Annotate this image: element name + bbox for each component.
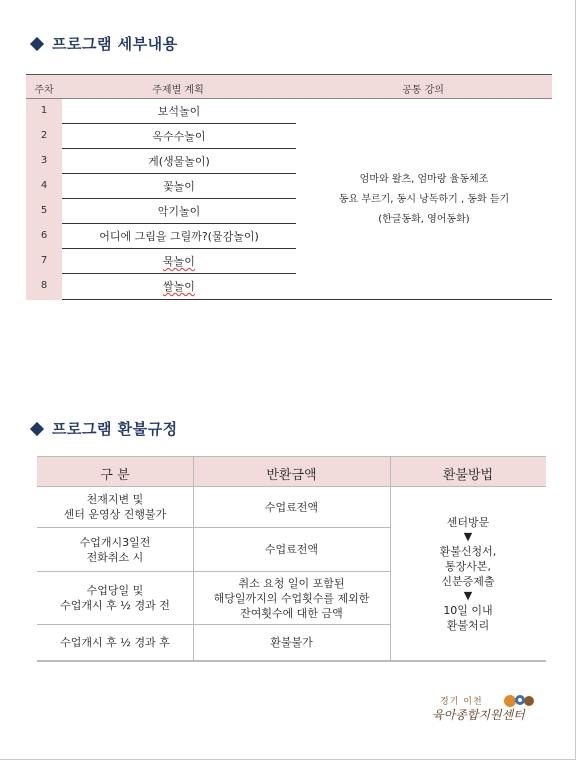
week-number: 5 [40,205,48,216]
amount-line: 해당일까지의 수업횟수를 제외한 [213,591,370,605]
table-row [37,572,390,625]
common-line: 동요 부르기, 동시 낭독하기 , 동화 듣기 [338,193,510,205]
plan-cell: 옥수수놀이 [152,130,206,143]
logo-mark-icon [502,692,536,710]
week-number: 2 [40,130,48,141]
plan-cell: 어디에 그림을 그릴까?(물감놀이) [99,230,259,243]
program-detail-table [26,74,552,300]
common-lecture-cell [296,99,552,300]
division-line: 천재지변 및 [86,493,144,506]
amount-line: 수업료전액 [264,543,319,556]
amount-cell [193,572,390,624]
table-row [37,487,390,528]
plan-cell: 쌀놀이 [163,280,195,293]
table-row [26,124,296,149]
refund-method-cell [390,487,546,660]
table-row [26,174,296,199]
down-arrow-icon: ▼ [463,588,473,602]
week-number: 4 [40,180,48,191]
method-step: 센터방문 [446,515,490,529]
logo-region-text: 경기 이천 [440,697,483,707]
header-week: 주차 [34,85,54,96]
table-row [26,249,296,274]
plan-cell: 꽃놀이 [163,180,195,193]
table-row [26,224,296,249]
division-line: 수업개시 후 ½ 경과 전 [60,599,170,612]
refund-policy-table [37,456,546,662]
amount-cell [193,528,390,571]
division-line: 수업개시 후 ½ 경과 후 [60,636,170,649]
table-row [37,625,390,660]
table-header [37,456,546,487]
table-row [37,528,390,572]
header-plan: 주제별 계획 [152,85,204,96]
amount-line: 환불불가 [270,636,313,649]
section-title-details [30,33,178,54]
week-number: 7 [40,255,48,266]
method-step: 환불신청서, [439,544,497,558]
section-title-text: 프로그램 세부내용 [52,35,178,53]
common-line: 엄마와 왈츠, 엄마랑 율동체조 [359,173,489,185]
division-cell [37,528,193,571]
header-amount: 반환금액 [266,468,317,483]
method-step: 10일 이내 [443,603,493,617]
week-number: 6 [40,230,48,241]
method-step: 신분증제출 [441,574,495,588]
division-cell [37,487,193,527]
logo-center-name: 육아종합지원센터 [432,708,525,722]
division-line: 전화취소 시 [86,550,144,564]
section-title-refund [30,418,178,439]
header-division: 구 분 [100,468,130,483]
table-row [26,199,296,224]
table-row [26,149,296,174]
header-common: 공통 강의 [402,85,444,96]
amount-line: 잔여횟수에 대한 금액 [240,606,343,620]
division-line: 수업개시3일전 [79,535,151,549]
diamond-bullet-icon [30,421,44,435]
plan-cell: 보석놀이 [157,105,201,118]
table-row [26,274,296,299]
method-step: 환불처리 [446,618,490,632]
week-number: 8 [40,280,48,291]
amount-cell [193,487,390,527]
week-number: 1 [40,105,48,116]
center-logo [432,692,542,728]
amount-cell [193,625,390,660]
common-line: (한글동화, 영어동화) [378,213,470,225]
division-cell [37,572,193,624]
table-row [26,99,296,124]
week-number: 3 [40,155,48,166]
header-method: 환불방법 [442,468,494,483]
method-step: 통장사본, [444,559,491,573]
amount-line: 수업료전액 [264,500,319,514]
diamond-bullet-icon [30,36,44,50]
plan-cell: 악기놀이 [157,205,201,218]
section-title-text: 프로그램 환불규정 [52,420,178,438]
division-cell [37,625,193,660]
table-header [26,75,552,99]
plan-cell: 묵놀이 [163,255,195,268]
down-arrow-icon: ▼ [463,529,473,543]
division-line: 센터 운영상 진행불가 [63,508,167,521]
division-line: 수업당일 및 [86,584,144,597]
amount-line: 취소 요청 일이 포함된 [238,576,345,590]
plan-cell: 게(생물놀이) [148,155,210,168]
